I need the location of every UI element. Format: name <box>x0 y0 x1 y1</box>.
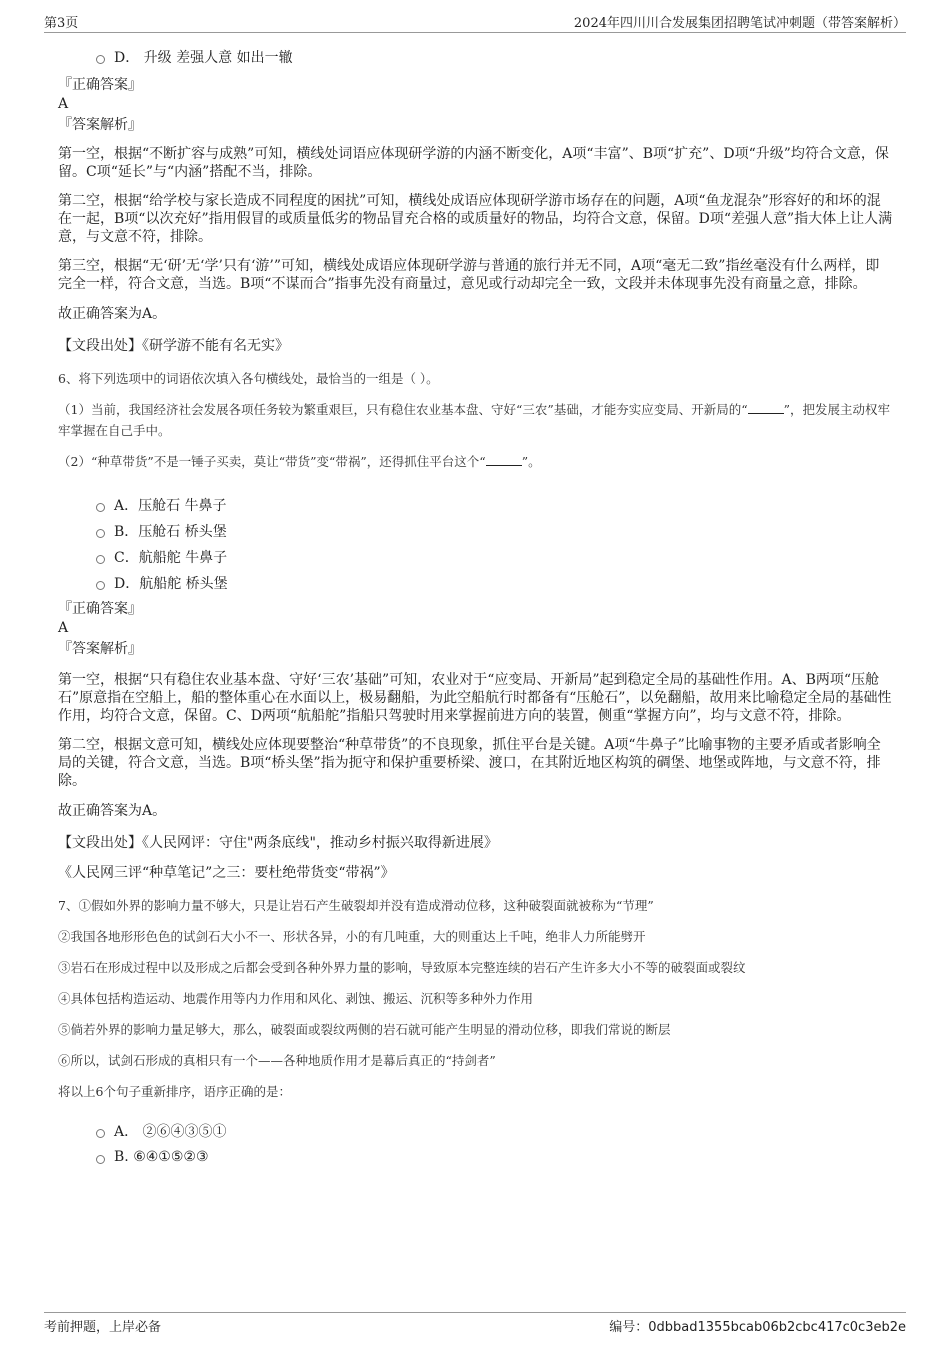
answer-label: 『正确答案』 <box>58 77 142 93</box>
source: 【文段出处】《人民网评：守住"两条底线"，推动乡村振兴取得新进展》 <box>58 835 498 851</box>
radio-icon[interactable] <box>96 581 105 590</box>
analysis-paragraph: 第二空，根据“给学校与家长造成不同程度的困扰”可知，横线处成语应体现研学游市场存在的问题，A项“鱼龙混杂”形容好的和坏的混在一起，B项“以次充好”指用假冒的或质量低劣的物品冒充合格的或质量好的物品，均符合文意，保留。D项“差强人意”指大体上让人满意，与文意不符，排除。 <box>58 193 893 245</box>
source: 《人民网三评“种草笔记”之三：要杜绝带货变“带祸”》 <box>58 865 395 881</box>
q6-option-b[interactable]: B．压舱石 桥头堡 <box>96 518 893 544</box>
sentence: ⑥所以，试剑石形成的真相只有一个——各种地质作用才是幕后真正的“持剑者” <box>58 1053 496 1068</box>
document-title: 2024年四川川合发展集团招聘笔试冲刺题（带答案解析） <box>573 16 906 31</box>
q7-option-b[interactable]: B. ⑥④①⑤②③ <box>96 1144 893 1170</box>
blank <box>486 453 522 466</box>
analysis-label: 『答案解析』 <box>58 641 142 657</box>
analysis-paragraph: 第二空，根据文意可知，横线处应体现要整治“种草带货”的不良现象，抓住平台是关键。A项“牛鼻子”比喻事物的主要矛盾或者影响全局的关键，符合文意，当选。B项“桥头堡”指为扼守和保护重要桥梁、渡口，在其附近地区构筑的碉堡、地堡或阵地，与文意不符，排除。 <box>58 737 881 789</box>
q7-options <box>58 1118 893 1170</box>
answer-value: A <box>58 96 69 112</box>
q7-option-a[interactable]: A． ②⑥④③⑤① <box>96 1118 893 1144</box>
q6-option-d[interactable]: D．航船舵 桥头堡 <box>96 570 893 596</box>
radio-icon[interactable] <box>96 555 105 564</box>
option-label: D． 升级 差强人意 如出一辙 <box>114 50 293 66</box>
question-prompt: 将以上6个句子重新排序，语序正确的是： <box>58 1084 291 1099</box>
q6-option-a[interactable]: A．压舱石 牛鼻子 <box>96 492 893 518</box>
q5-option-d[interactable] <box>96 44 893 70</box>
document-body <box>58 44 893 1170</box>
question-stem: 7、①假如外界的影响力量不够大，只是让岩石产生破裂却并没有造成滑动位移，这种破裂面就被称为“节理” <box>58 898 654 913</box>
sentence: ③岩石在形成过程中以及形成之后都会受到各种外界力量的影响，导致原本完整连续的岩石产生许多大小不等的破裂面或裂纹 <box>58 960 746 975</box>
analysis-label: 『答案解析』 <box>58 117 142 133</box>
blank <box>748 401 784 414</box>
radio-icon[interactable] <box>96 1155 105 1164</box>
analysis-paragraph: 第一空，根据“只有稳住农业基本盘、守好‘三农’基础”可知，农业对于“应变局、开新局”起到稳定全局的基础性作用。A、B两项“压舱石”原意指在空船上，船的整体重心在水面以上，极易翻船，为此空船航行时都备有“压舱石”，以免翻船，故用来比喻稳定全局的基础性作用，均符合文意，保留。C、D两项“航船舵”指船只驾驶时用来掌握前进方向的装置，侧重“掌握方向”，均与文意不符，排除。 <box>58 672 892 724</box>
analysis-paragraph: 第三空，根据“无‘研’无‘学’只有‘游’”可知，横线处成语应体现研学游与普通的旅行并无不同，A项“毫无二致”指丝毫没有什么两样，即完全一样，符合文意，当选。B项“不谋而合”指事先没有商量过，意见或行动却完全一致，文段并未体现事先没有商量之意，排除。 <box>58 258 880 292</box>
radio-icon[interactable] <box>96 1129 105 1138</box>
radio-icon[interactable] <box>96 529 105 538</box>
analysis-paragraph: 第一空，根据“不断扩容与成熟”可知，横线处词语应体现研学游的内涵不断变化，A项“丰富”、B项“扩充”、D项“升级”均符合文意，保留。C项“延长”与“内涵”搭配不当，排除。 <box>58 146 889 180</box>
footer-slogan: 考前押题，上岸必备 <box>44 1320 162 1335</box>
document-code: 编号：0dbbad1355bcab06b2cbc417c0c3eb2e <box>609 1320 906 1335</box>
page-footer <box>44 1312 906 1346</box>
q6-options <box>58 492 893 596</box>
radio-icon[interactable] <box>96 503 105 512</box>
sentence: ⑤倘若外界的影响力量足够大，那么，破裂面或裂纹两侧的岩石就可能产生明显的滑动位移，即我们常说的断层 <box>58 1022 671 1037</box>
radio-icon[interactable] <box>96 55 105 64</box>
sentence-1: （1）当前，我国经济社会发展各项任务较为繁重艰巨，只有稳住农业基本盘、守好“三农”基础，才能夯实应变局、开新局的“ ”，把发展主动权牢牢掌握在自己手中。 <box>58 402 891 438</box>
question-stem: 6、将下列选项中的词语依次填入各句横线处，最恰当的一组是（ ）。 <box>58 371 439 386</box>
sentence: ④具体包括构造运动、地震作用等内力作用和风化、剥蚀、搬运、沉积等多种外力作用 <box>58 991 534 1006</box>
sentence-2: （2）“种草带货”不是一锤子买卖，莫让“带货”变“带祸”，还得抓住平台这个“ ”。 <box>58 454 541 469</box>
sentence: ②我国各地形形色色的试剑石大小不一、形状各异，小的有几吨重，大的则重达上千吨，绝非人力所能劈开 <box>58 929 646 944</box>
answer-label: 『正确答案』 <box>58 601 142 617</box>
q6-option-c[interactable]: C．航船舵 牛鼻子 <box>96 544 893 570</box>
source: 【文段出处】《研学游不能有名无实》 <box>58 338 289 354</box>
page-number: 第3页 <box>44 16 79 31</box>
conclusion: 故正确答案为A。 <box>58 306 167 322</box>
conclusion: 故正确答案为A。 <box>58 803 167 819</box>
answer-value: A <box>58 620 69 636</box>
page-header <box>44 10 906 33</box>
